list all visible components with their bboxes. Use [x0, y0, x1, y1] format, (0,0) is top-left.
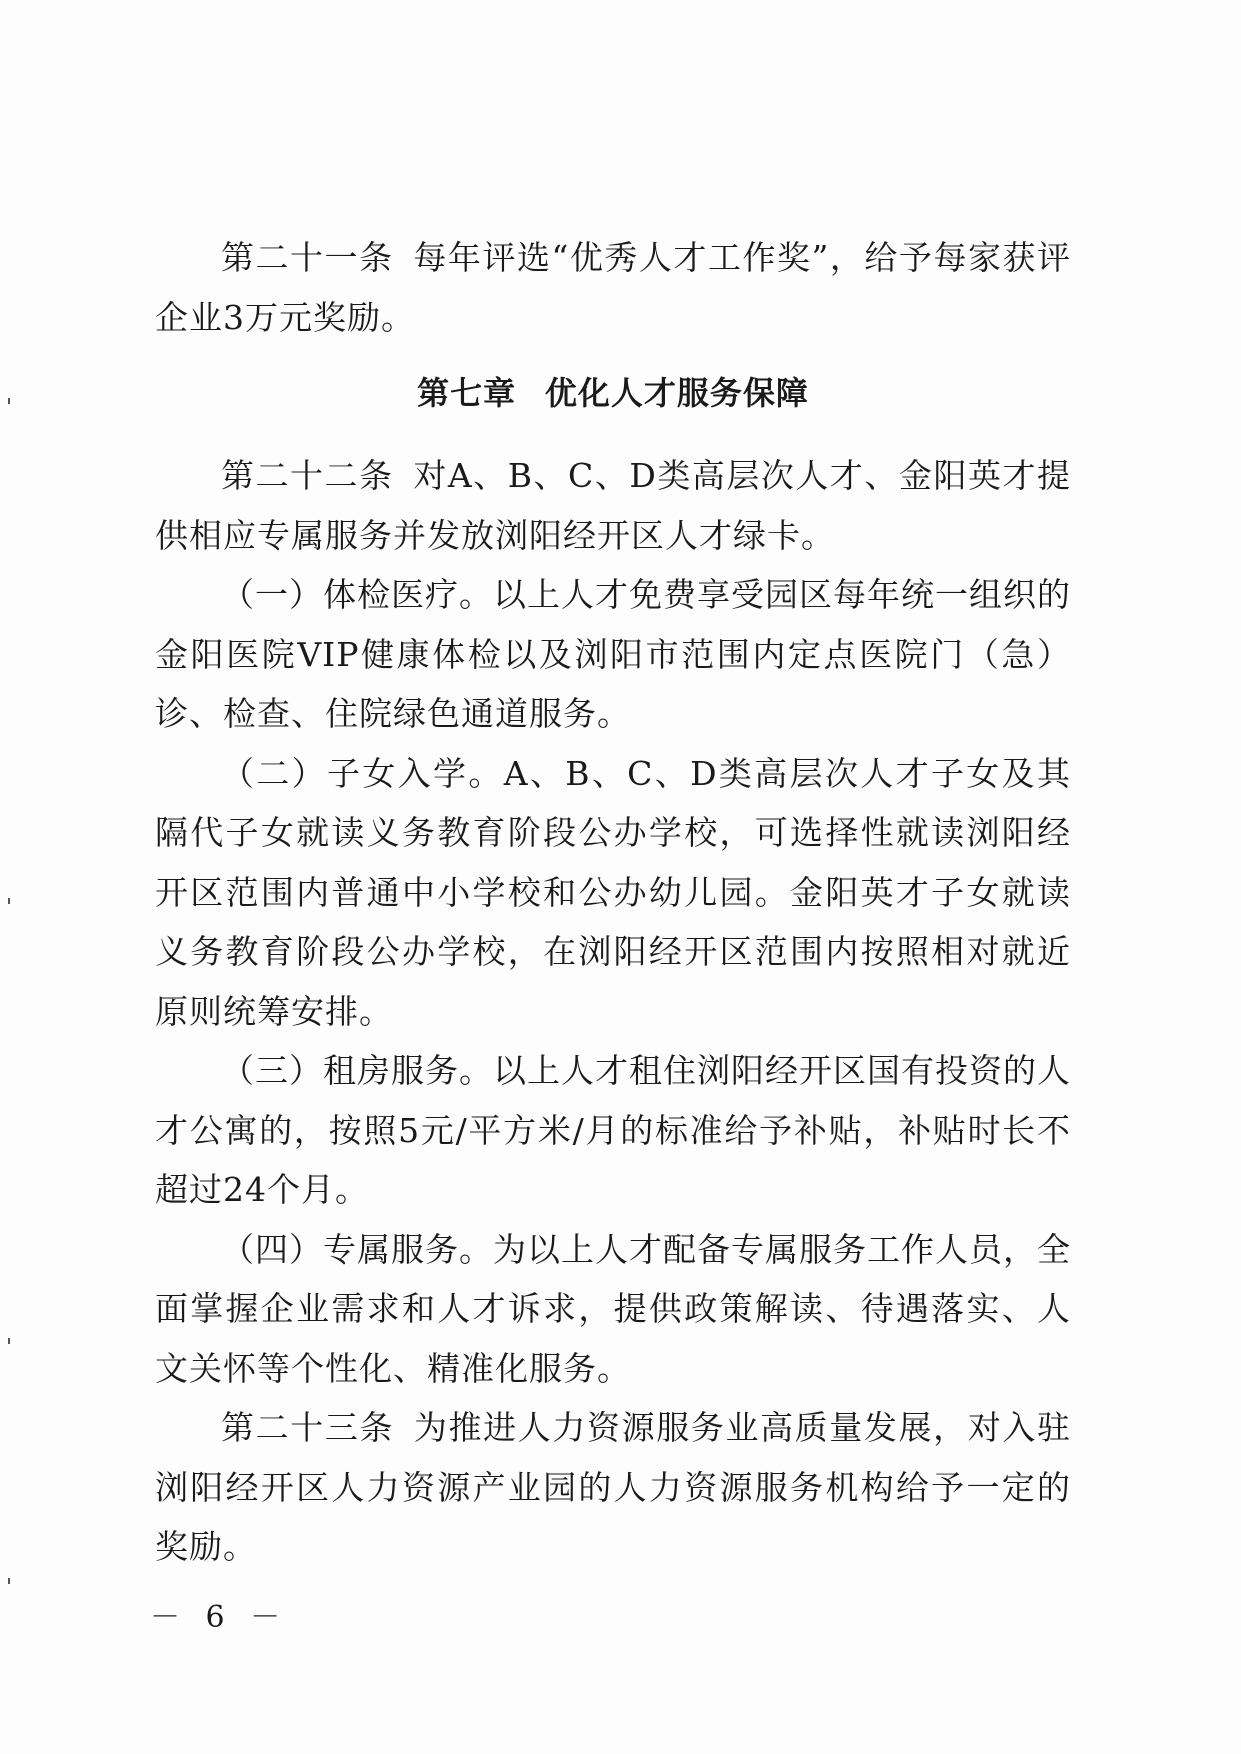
article-21: [155, 228, 1071, 347]
article-23-text: 为推进人力资源服务业高质量发展，对入驻浏阳经开区人力资源产业园的人力资源服务机构给予一定的奖励。: [155, 1408, 1072, 1566]
scan-mark: [8, 1578, 10, 1584]
document-body: [155, 228, 1071, 1577]
chapter-heading: [155, 363, 1071, 423]
article-22-item-3: （三）租房服务。以上人才租住浏阳经开区国有投资的人才公寓的，按照5元/平方米/月的标准给予补贴，补贴时长不超过24个月。: [155, 1051, 1071, 1209]
scan-mark: [8, 398, 10, 404]
article-22: [155, 446, 1071, 565]
article-22-item-4: （四）专属服务。为以上人才配备专属服务工作人员，全面掌握企业需求和人才诉求，提供政策解读、待遇落实、人文关怀等个性化、精准化服务。: [155, 1229, 1071, 1388]
chapter-number: 第七章: [417, 374, 517, 412]
article-23: [155, 1398, 1071, 1577]
article-22-number: 第二十二条: [221, 456, 394, 495]
article-21-text: 每年评选“优秀人才工作奖”，给予每家获评企业3万元奖励。: [155, 238, 1072, 337]
article-23-number: 第二十三条: [221, 1408, 395, 1447]
page-number: － 6 －: [150, 1600, 289, 1635]
article-22-item-2: （二）子女入学。A、B、C、D类高层次人才子女及其隔代子女就读义务教育阶段公办学校，可选择性就读浏阳经开区范围内普通中小学校和公办幼儿园。金阳英才子女就读义务教育阶段公办学校，在浏阳经开区范围内按照相对就近原则统筹安排。: [155, 753, 1071, 1031]
scan-mark: [8, 1338, 10, 1344]
scan-mark: [8, 898, 10, 904]
chapter-title: 优化人才服务保障: [544, 374, 809, 412]
article-22-text: 对A、B、C、D类高层次人才、金阳英才提供相应专属服务并发放浏阳经开区人才绿卡。: [155, 456, 1072, 555]
article-22-item-1: （一）体检医疗。以上人才免费享受园区每年统一组织的金阳医院VIP健康体检以及浏阳市范围内定点医院门（急）诊、检查、住院绿色通道服务。: [155, 575, 1071, 733]
article-21-number: 第二十一条: [221, 238, 394, 277]
